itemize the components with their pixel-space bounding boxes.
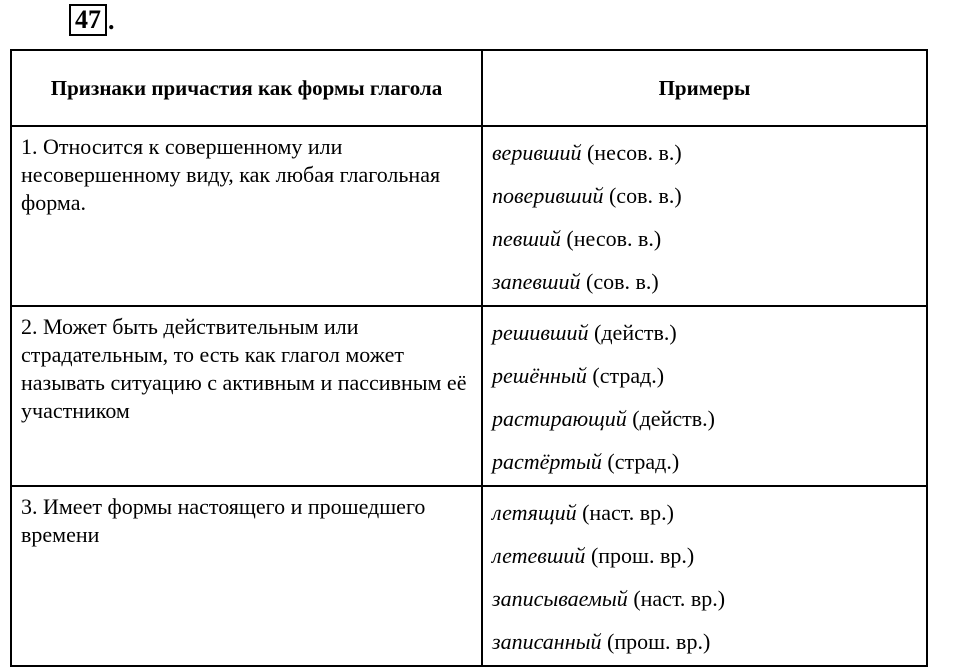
example-item [492, 260, 918, 303]
example-word: записанный [492, 629, 602, 654]
example-note: (наст. вр.) [627, 586, 726, 611]
example-note: (прош. вр.) [601, 629, 711, 654]
example-note: (действ.) [626, 406, 715, 431]
table-header-row [11, 50, 927, 126]
example-word: записываемый [492, 586, 628, 611]
example-item [492, 620, 918, 663]
examples-cell [482, 306, 927, 486]
example-word: певший [492, 226, 561, 251]
example-word: растёртый [492, 449, 602, 474]
example-word: летевший [492, 543, 586, 568]
example-note: (наст. вр.) [576, 500, 674, 525]
example-item [492, 397, 918, 440]
example-note: (сов. в.) [580, 269, 659, 294]
feature-cell: 1. Относится к совершенному или несовершенному виду, как любая глагольная форма. [11, 126, 482, 306]
header-examples: Примеры [482, 50, 927, 126]
feature-cell: 3. Имеет формы настоящего и прошедшего времени [11, 486, 482, 666]
example-item [492, 174, 918, 217]
example-note: (страд.) [586, 363, 665, 388]
task-number-box: 47 [69, 4, 107, 36]
table-row [11, 306, 927, 486]
example-note: (сов. в.) [603, 183, 682, 208]
example-word: веривший [492, 140, 582, 165]
example-note: (несов. в.) [581, 140, 682, 165]
example-note: (страд.) [601, 449, 680, 474]
example-word: запевший [492, 269, 581, 294]
examples-cell [482, 486, 927, 666]
example-item [492, 311, 918, 354]
example-item [492, 534, 918, 577]
participle-features-table [10, 49, 928, 667]
example-word: решённый [492, 363, 587, 388]
example-item [492, 577, 918, 620]
feature-cell: 2. Может быть действительным или страдательным, то есть как глагол может называть ситуацию с активным и пассивным её участником [11, 306, 482, 486]
example-word: растирающий [492, 406, 627, 431]
table-row [11, 486, 927, 666]
example-word: поверивший [492, 183, 604, 208]
example-item [492, 491, 918, 534]
task-number [69, 4, 115, 36]
table-row [11, 126, 927, 306]
example-note: (несов. в.) [560, 226, 662, 251]
example-item [492, 354, 918, 397]
header-features: Признаки причастия как формы глагола [11, 50, 482, 126]
example-item [492, 217, 918, 260]
example-note: (прош. вр.) [585, 543, 695, 568]
example-item [492, 440, 918, 483]
examples-cell [482, 126, 927, 306]
example-item [492, 131, 918, 174]
example-word: решивший [492, 320, 589, 345]
example-note: (действ.) [588, 320, 677, 345]
example-word: летящий [492, 500, 577, 525]
task-number-dot: . [108, 6, 115, 35]
